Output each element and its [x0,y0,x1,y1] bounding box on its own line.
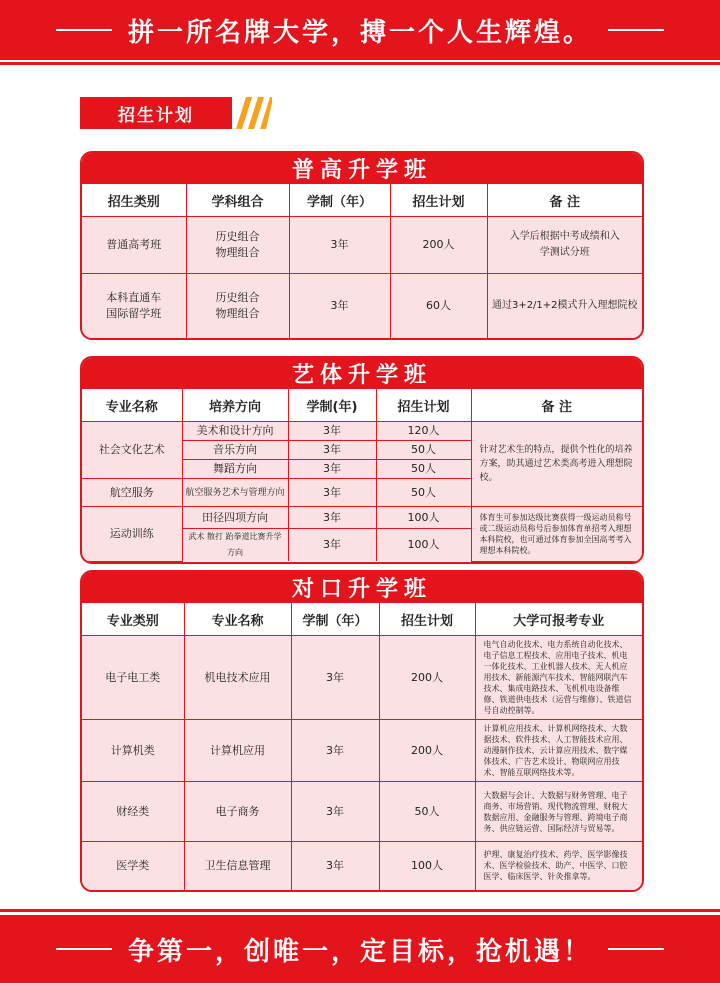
years-cell: 3年 [288,460,376,479]
banner-line-right [608,948,664,950]
header-cell: 培养方向 [182,389,288,422]
table-row [82,842,642,890]
major-cell: 社会文化艺术 [82,422,182,479]
duikou-card [80,570,644,892]
footer-slogan: 争第一，创唯一，定目标，抢机遇！ [127,936,592,967]
combo-cell [186,217,289,274]
banner-line-left [56,29,112,31]
yiti-card [80,356,644,564]
header-cell: 专业类别 [82,603,184,636]
header-cell: 招生计划 [376,389,471,422]
direction-cell: 舞蹈方向 [182,460,288,479]
header-cell: 学科组合 [186,184,289,217]
top-banner [0,0,720,60]
category-cell: 医学类 [82,842,184,890]
header-cell: 备 注 [471,389,642,422]
table-header-row [82,389,642,422]
table-row [82,274,642,338]
years-cell: 3年 [291,720,379,782]
table-header-row [82,184,642,217]
direction-cell: 武术 散打 跆拳道比赛升学方向 [182,529,288,562]
targets-cell: 大数据与会计、大数据与财务管理、电子商务、市场营销、现代物流管理、财税大数据应用、金融服务与管理、跨境电子商务、供应链运营、国际经济与贸易等。 [475,782,642,842]
combo-line: 历史组合 [215,230,260,243]
header-cell: 学制（年） [291,603,379,636]
header-cell: 学制(年) [288,389,376,422]
header-cell: 备 注 [487,184,642,217]
years-cell: 3年 [291,782,379,842]
years-cell: 3年 [288,507,376,529]
plan-cell: 50人 [376,460,471,479]
plan-cell: 200人 [390,217,487,274]
plan-cell: 200人 [379,720,475,782]
targets-cell: 电气自动化技术、电力系统自动化技术、电子信息工程技术、应用电子技术、机电一体化技术、工业机器人技术、无人机应用技术、新能源汽车技术、智能网联汽车技术、集成电路技术、飞机机电设备维修、铁道供电技术（运营与维修）、铁道信号自动控制等。 [475,636,642,720]
years-cell: 3年 [288,441,376,460]
combo-line: 物理组合 [215,246,260,259]
tag-stripes [232,97,272,129]
major-cell: 电子商务 [184,782,291,842]
yiti-title: 艺体升学班 [82,358,642,388]
plan-cell: 120人 [376,422,471,441]
years-cell: 3年 [288,529,376,562]
putong-table [82,183,642,338]
header-cell: 大学可报考专业 [475,603,642,636]
major-cell: 运动训练 [82,507,182,562]
years-cell: 3年 [288,422,376,441]
table-row [82,782,642,842]
years-cell: 3年 [289,217,390,274]
note-cell: 体育生可参加达级比赛获得一级运动员称号或二级运动员称号后参加体育单招考入理想本科院校，也可通过体育参加全国高考考入理想本科院校。 [471,507,642,562]
header-cell: 专业名称 [82,389,182,422]
years-cell: 3年 [289,274,390,338]
category-cell: 普通高考班 [82,217,186,274]
category-cell [82,274,186,338]
combo-cell [186,274,289,338]
note-cell: 入学后根据中考成绩和入学测试分班 [487,217,642,274]
bottom-stripe [0,909,720,912]
plan-cell: 50人 [376,479,471,507]
category-line: 本科直通车 [106,290,162,304]
combo-line: 历史组合 [215,290,260,304]
header-cell: 招生计划 [390,184,487,217]
duikou-title: 对口升学班 [82,572,642,602]
plan-cell: 60人 [390,274,487,338]
direction-cell: 航空服务艺术与管理方向 [182,479,288,507]
targets-cell: 计算机应用技术、计算机网络技术、大数据技术、软件技术、人工智能技术应用、动漫制作技术、云计算应用技术、数字媒体技术、广告艺术设计、物联网应用技术、智能互联网络技术等。 [475,720,642,782]
table-row [82,636,642,720]
banner-line-right [608,29,664,31]
plan-cell: 100人 [376,529,471,562]
category-line: 国际留学班 [106,306,162,320]
header-cell: 学制（年） [289,184,390,217]
putong-card [80,151,644,340]
direction-cell: 音乐方向 [182,441,288,460]
table-row [82,217,642,274]
table-row [82,507,642,529]
plan-cell: 200人 [379,636,475,720]
header-cell: 招生计划 [379,603,475,636]
category-cell: 计算机类 [82,720,184,782]
plan-cell: 50人 [379,782,475,842]
direction-cell: 田径四项方向 [182,507,288,529]
category-cell: 财经类 [82,782,184,842]
major-cell: 计算机应用 [184,720,291,782]
yiti-table [82,388,642,562]
plan-cell: 100人 [376,507,471,529]
years-cell: 3年 [288,479,376,507]
header-cell: 招生类别 [82,184,186,217]
section-tag: 招生计划 [80,97,232,129]
note-cell: 通过3+2/1+2模式升入理想院校 [487,274,642,338]
putong-title: 普高升学班 [82,153,642,183]
header-cell: 专业名称 [184,603,291,636]
combo-line: 物理组合 [215,306,260,320]
plan-cell: 50人 [376,441,471,460]
table-header-row [82,603,642,636]
targets-cell: 护理、康复治疗技术、药学、医学影像技术、医学检验技术、助产、中医学、口腔医学、临床医学、针灸推拿等。 [475,842,642,890]
major-cell: 卫生信息管理 [184,842,291,890]
note-cell: 针对艺术生的特点，提供个性化的培养方案，助其通过艺术类高考进入理想院校。 [471,422,642,507]
years-cell: 3年 [291,636,379,720]
category-cell: 电子电工类 [82,636,184,720]
years-cell: 3年 [291,842,379,890]
bottom-banner [0,915,720,983]
duikou-table [82,602,642,890]
banner-line-left [56,948,112,950]
major-cell: 机电技术应用 [184,636,291,720]
table-row [82,422,642,441]
header-slogan: 拼一所名牌大学，搏一个人生辉煌。 [127,17,592,48]
top-stripe [0,62,720,65]
major-cell: 航空服务 [82,479,182,507]
direction-cell: 美术和设计方向 [182,422,288,441]
table-row [82,720,642,782]
plan-cell: 100人 [379,842,475,890]
